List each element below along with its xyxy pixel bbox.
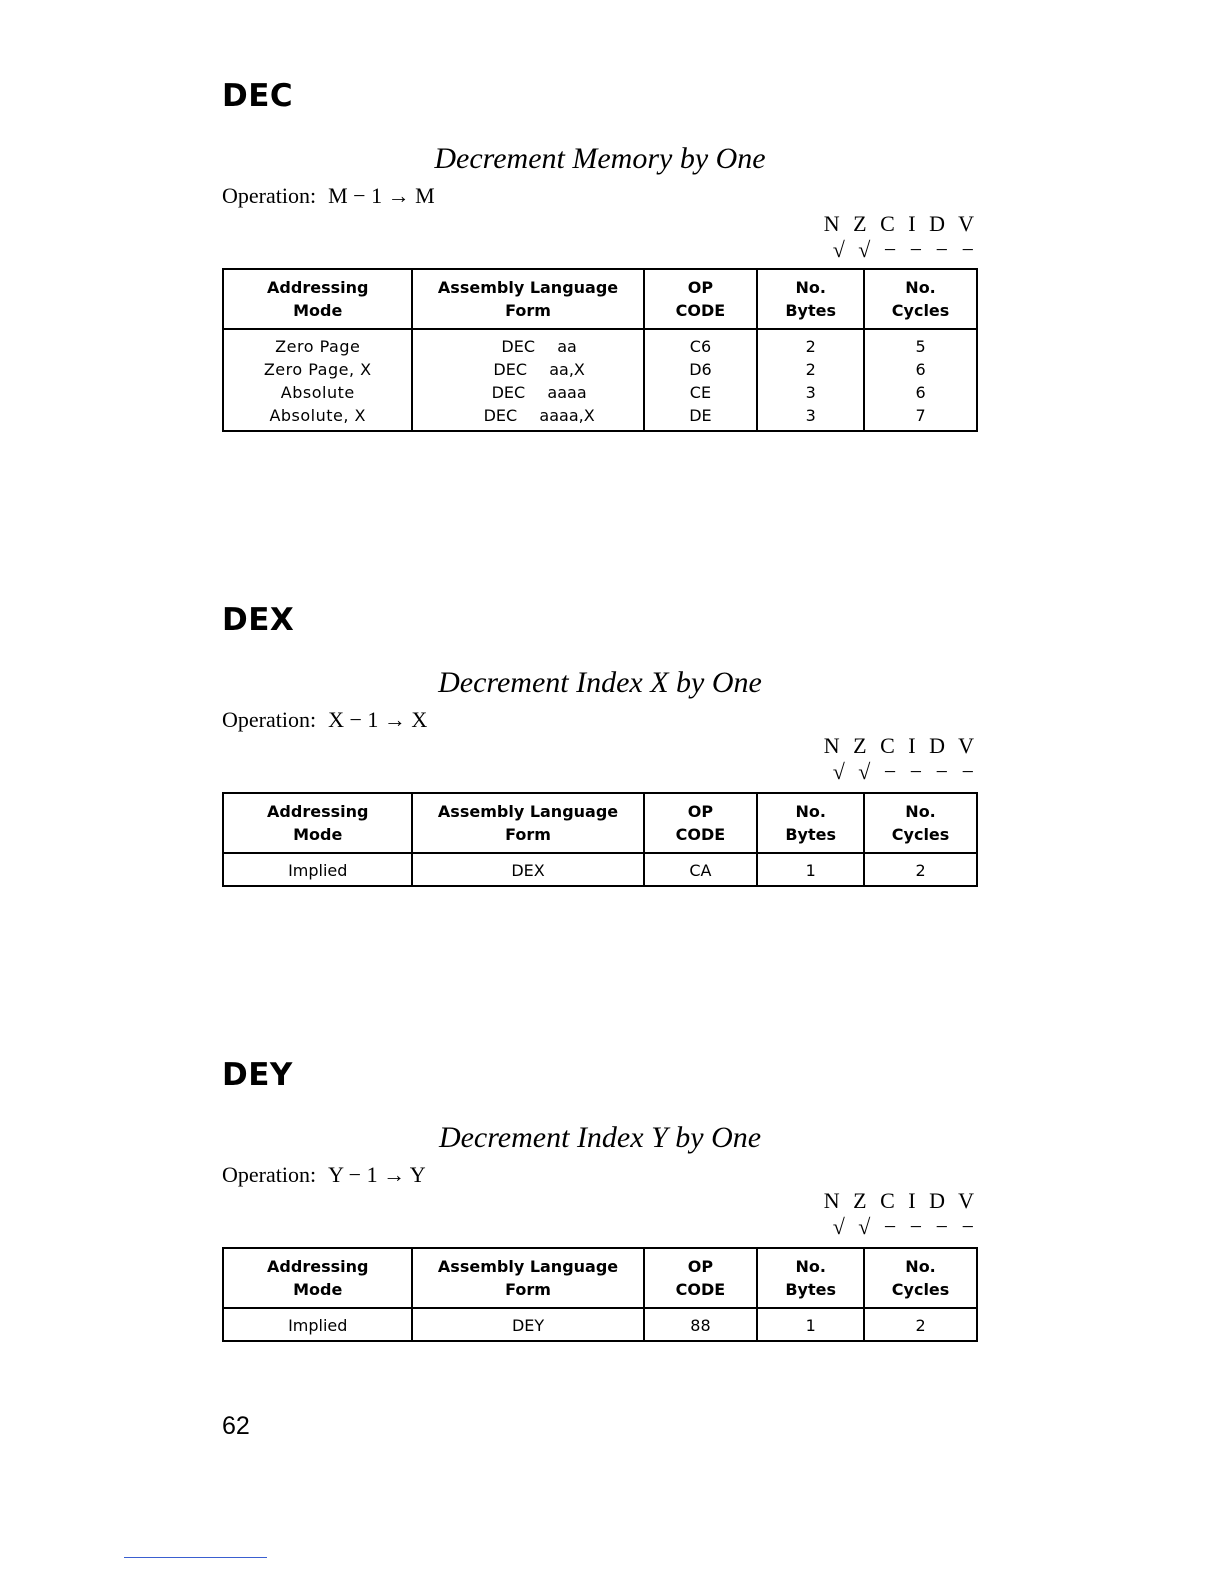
table-row [223, 1308, 977, 1341]
section-dec [222, 78, 978, 508]
section-dey [222, 1057, 978, 1487]
operation-expression: X − 1 → X [328, 707, 428, 732]
table-row [223, 329, 977, 358]
table-header-row [223, 269, 977, 329]
cell-bytes: 3 [757, 404, 864, 431]
instruction-title: Decrement Index Y by One [438, 1121, 762, 1154]
operation-line [222, 707, 427, 733]
operation-line [222, 183, 435, 209]
header-no-bytes: No. Bytes [757, 269, 864, 329]
cell-opcode: CA [644, 853, 758, 886]
table-row [223, 404, 977, 431]
header-assembly-form: Assembly Language Form [412, 1248, 643, 1308]
cell-bytes: 2 [757, 329, 864, 358]
cell-mode: Absolute, X [223, 404, 412, 431]
cell-mode: Implied [223, 853, 412, 886]
operation-label: Operation: [222, 1162, 317, 1187]
cell-cycles: 2 [864, 853, 977, 886]
table-row [223, 358, 977, 381]
cell-opcode: DE [644, 404, 758, 431]
header-op-code: OP CODE [644, 269, 758, 329]
cell-bytes: 1 [757, 853, 864, 886]
operation-line [222, 1162, 426, 1188]
operation-label: Operation: [222, 183, 317, 208]
cell-cycles: 7 [864, 404, 977, 431]
status-flags [824, 733, 978, 785]
flags-header: N Z C I D V [823, 211, 978, 236]
flags-header: N Z C I D V [823, 1188, 978, 1213]
header-addressing-mode: Addressing Mode [223, 269, 412, 329]
cell-form: DEC aa [412, 329, 643, 358]
flags-values: √ √ − − − − [832, 237, 978, 262]
table-header-row [223, 793, 977, 853]
cell-opcode: 88 [644, 1308, 758, 1341]
cell-bytes: 1 [757, 1308, 864, 1341]
cell-bytes: 2 [757, 358, 864, 381]
flags-header: N Z C I D V [823, 733, 978, 758]
header-no-cycles: No. Cycles [864, 269, 977, 329]
opcode-table [222, 792, 978, 887]
mnemonic-heading: DEX [222, 602, 295, 638]
cell-form: DEC aaaa [412, 381, 643, 404]
operation-label: Operation: [222, 707, 317, 732]
header-addressing-mode: Addressing Mode [223, 1248, 412, 1308]
header-op-code: OP CODE [644, 793, 758, 853]
header-addressing-mode: Addressing Mode [223, 793, 412, 853]
flags-values: √ √ − − − − [832, 1214, 978, 1239]
cell-opcode: C6 [644, 329, 758, 358]
opcode-table [222, 268, 978, 432]
cell-mode: Zero Page [223, 329, 412, 358]
section-dex [222, 602, 978, 1032]
header-no-cycles: No. Cycles [864, 1248, 977, 1308]
cell-cycles: 5 [864, 329, 977, 358]
flags-values: √ √ − − − − [832, 759, 978, 784]
cell-mode: Absolute [223, 381, 412, 404]
mnemonic-heading: DEC [222, 78, 294, 114]
cell-mode: Implied [223, 1308, 412, 1341]
cell-form: DEC aa,X [412, 358, 643, 381]
cell-form: DEY [412, 1308, 643, 1341]
cell-mode: Zero Page, X [223, 358, 412, 381]
instruction-title: Decrement Index X by One [438, 666, 762, 699]
cell-form: DEC aaaa,X [412, 404, 643, 431]
status-flags [824, 211, 978, 263]
table-row [223, 381, 977, 404]
cell-form: DEX [412, 853, 643, 886]
operation-expression: M − 1 → M [328, 183, 435, 208]
header-no-bytes: No. Bytes [757, 1248, 864, 1308]
cell-opcode: D6 [644, 358, 758, 381]
cell-cycles: 2 [864, 1308, 977, 1341]
cell-cycles: 6 [864, 381, 977, 404]
header-assembly-form: Assembly Language Form [412, 793, 643, 853]
operation-expression: Y − 1 → Y [328, 1162, 426, 1187]
page-number: 62 [222, 1412, 250, 1440]
cell-cycles: 6 [864, 358, 977, 381]
table-header-row [223, 1248, 977, 1308]
header-no-cycles: No. Cycles [864, 793, 977, 853]
table-row [223, 853, 977, 886]
instruction-title: Decrement Memory by One [434, 142, 766, 175]
cell-opcode: CE [644, 381, 758, 404]
header-assembly-form: Assembly Language Form [412, 269, 643, 329]
header-op-code: OP CODE [644, 1248, 758, 1308]
opcode-table [222, 1247, 978, 1342]
mnemonic-heading: DEY [222, 1057, 293, 1093]
status-flags [824, 1188, 978, 1240]
header-no-bytes: No. Bytes [757, 793, 864, 853]
footer-rule [124, 1557, 267, 1558]
cell-bytes: 3 [757, 381, 864, 404]
